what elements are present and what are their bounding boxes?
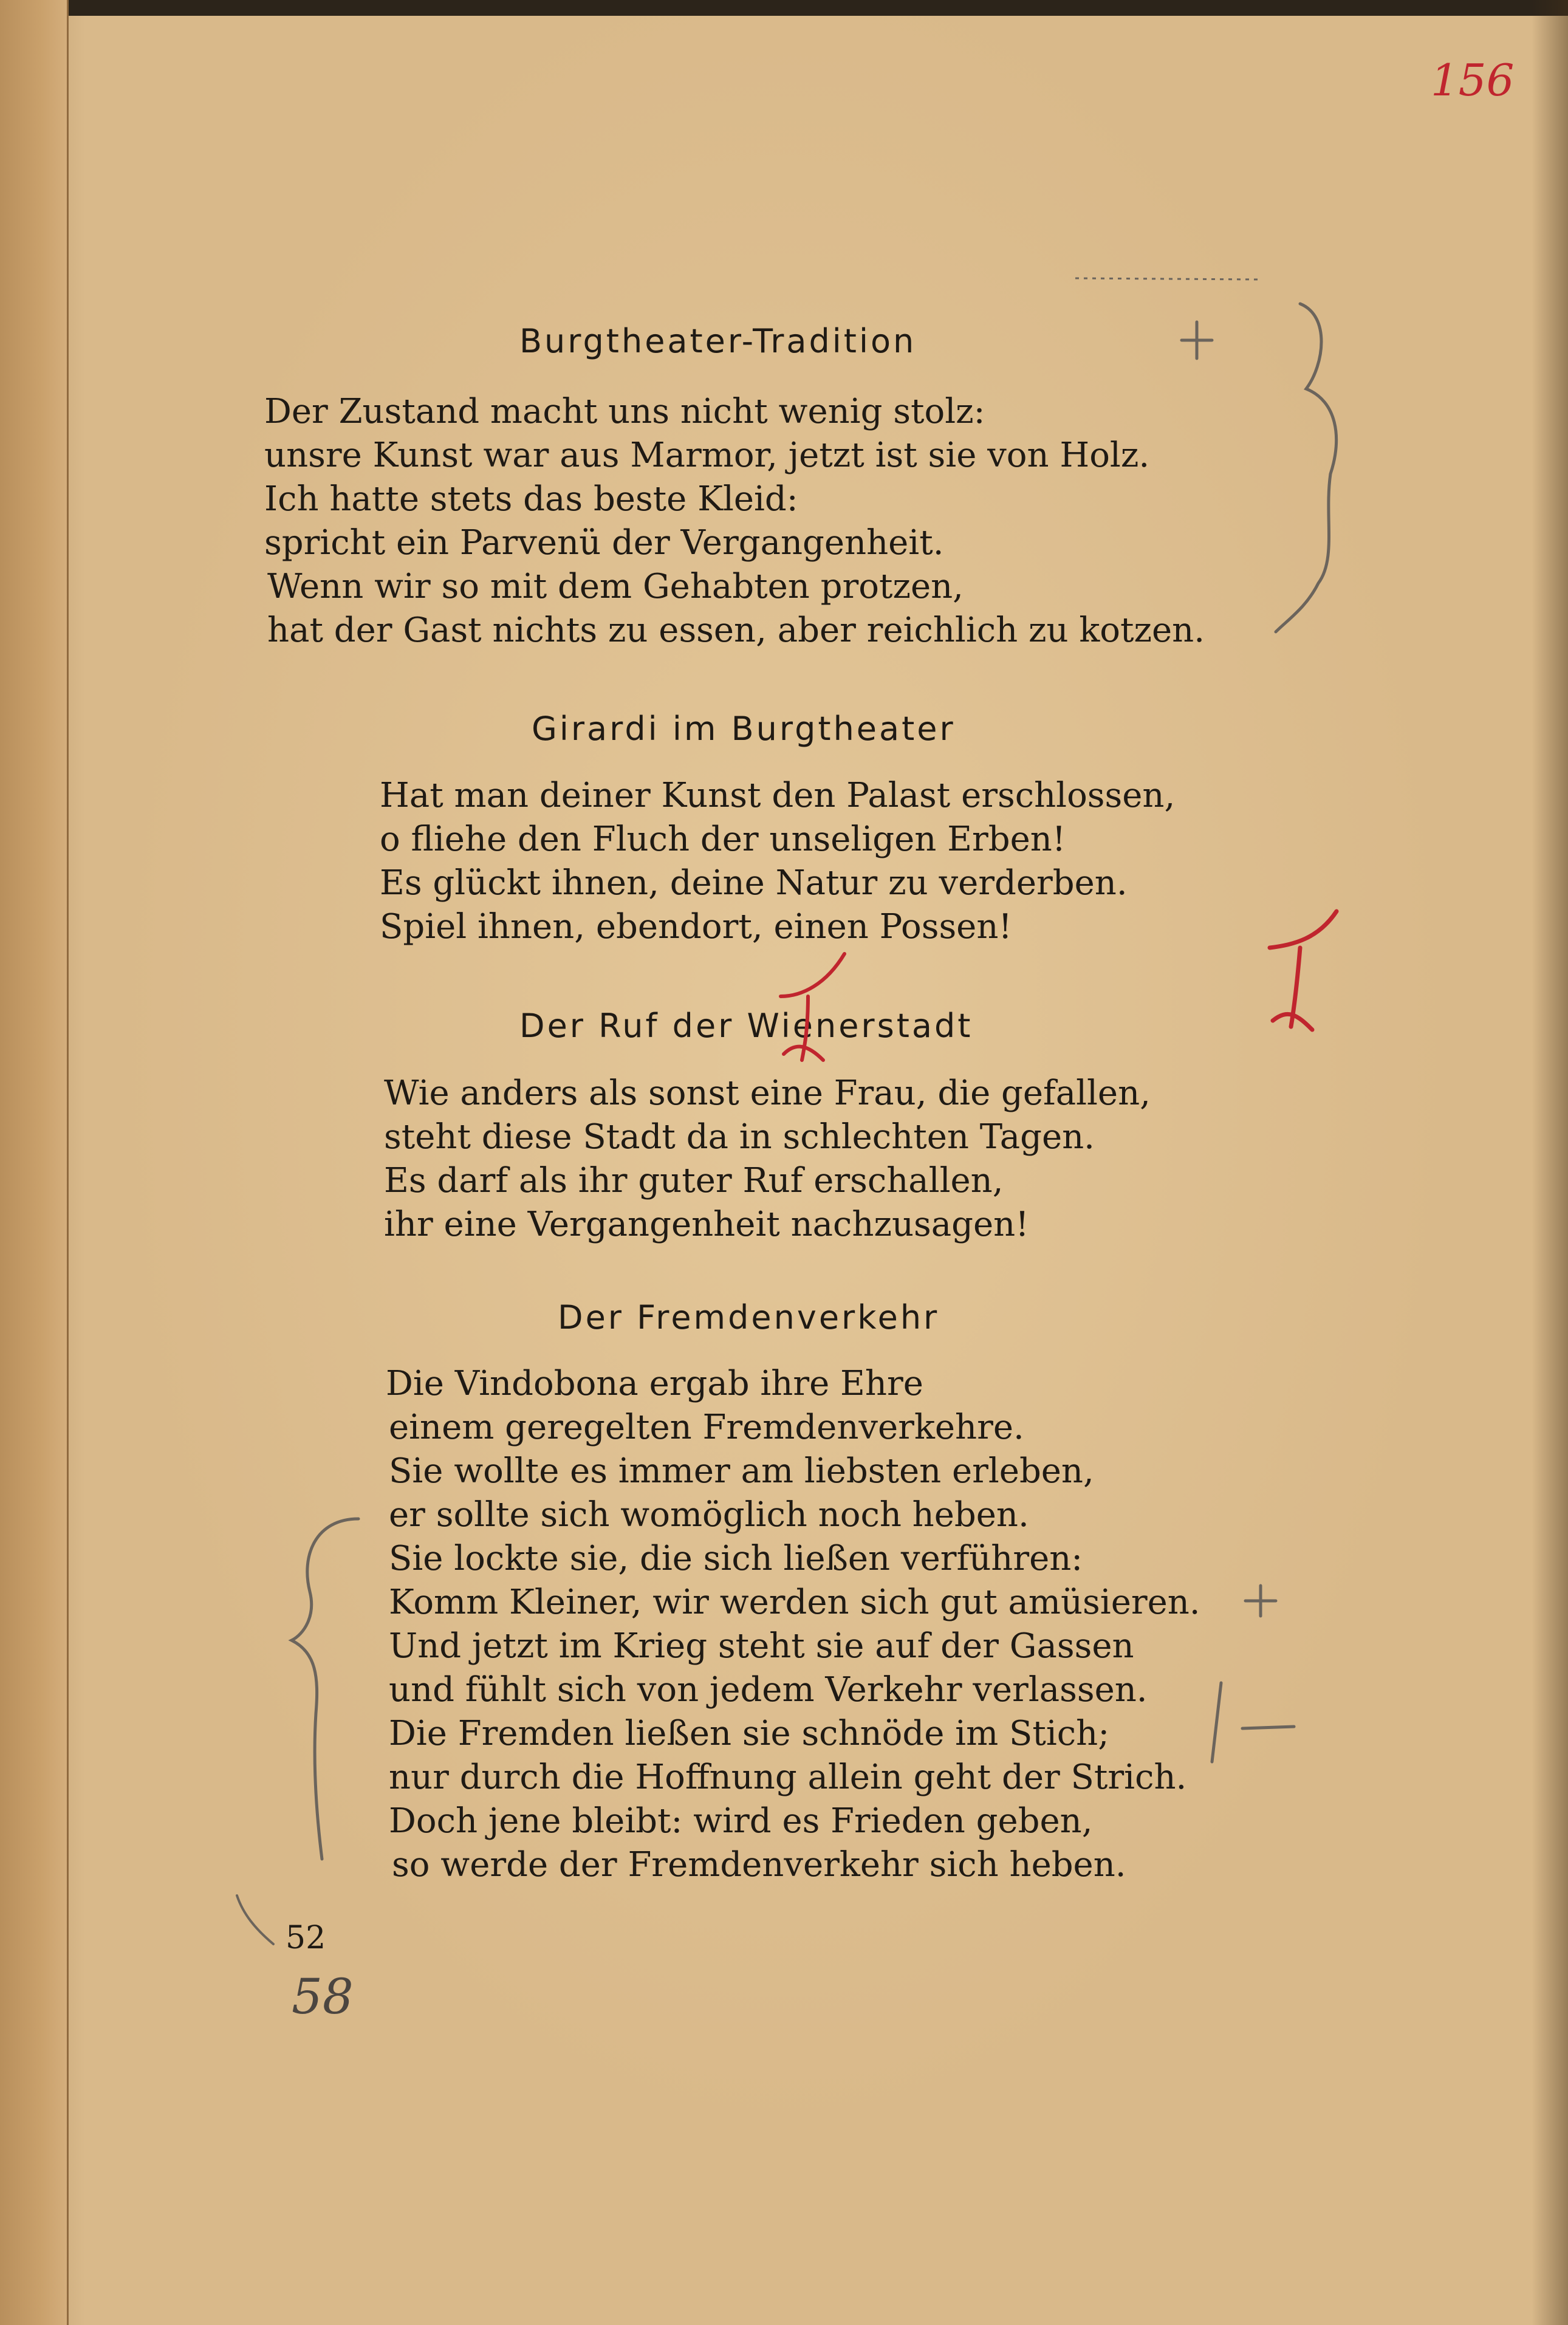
poem-line: Komm Kleiner, wir werden sich gut amüsieren. (389, 1583, 1200, 1622)
red-insertion-mark (1270, 911, 1337, 1030)
poem-line: Es glückt ihnen, deine Natur zu verderben. (380, 863, 1128, 903)
poem-line: Ich hatte stets das beste Kleid: (264, 479, 798, 519)
poem-line: Die Fremden ließen sie schnöde im Stich; (389, 1714, 1110, 1753)
poem-line: Sie lockte sie, die sich ließen verführen: (389, 1539, 1083, 1578)
poem-line: Es darf als ihr guter Ruf erschallen, (384, 1161, 1004, 1200)
page-number: 52 (286, 1920, 326, 1956)
poem-line: Doch jene bleibt: wird es Frieden geben, (389, 1801, 1093, 1841)
poem-title: Der Ruf der Wienerstadt (519, 1007, 973, 1045)
pencil-page-number: 58 (292, 1968, 354, 2025)
poem-line: Hat man deiner Kunst den Palast erschlossen, (380, 776, 1176, 815)
pencil-plus-mark (1245, 1586, 1276, 1616)
folio-number: 156 (1431, 55, 1515, 106)
pencil-brace (1276, 304, 1337, 632)
poem-line: und fühlt sich von jedem Verkehr verlassen. (389, 1670, 1148, 1710)
poem-title: Girardi im Burgtheater (532, 710, 956, 748)
pencil-tick (237, 1895, 273, 1944)
pencil-brace (292, 1519, 358, 1859)
poem-line: Und jetzt im Krieg steht sie auf der Gassen (389, 1626, 1134, 1666)
poem-line: ihr eine Vergangenheit nachzusagen! (384, 1205, 1029, 1244)
poem-line: hat der Gast nichts zu essen, aber reichlich zu kotzen. (267, 611, 1205, 650)
poem-line: steht diese Stadt da in schlechten Tagen. (384, 1117, 1095, 1157)
poem-line: Sie wollte es immer am liebsten erleben, (389, 1451, 1094, 1491)
poem-line: unsre Kunst war aus Marmor, jetzt ist sie von Holz. (264, 436, 1150, 475)
red-correction-mark (781, 954, 844, 1060)
pencil-plus-mark (1182, 322, 1212, 358)
poem-line: nur durch die Hoffnung allein geht der Strich. (389, 1758, 1187, 1797)
pencil-rule (1075, 278, 1258, 279)
poem-line: Der Zustand macht uns nicht wenig stolz: (264, 392, 985, 431)
poem-line: er sollte sich womöglich noch heben. (389, 1495, 1029, 1535)
poem-line: Die Vindobona ergab ihre Ehre (386, 1364, 923, 1403)
poem-line: Wie anders als sonst eine Frau, die gefallen, (384, 1073, 1151, 1113)
poem-line: Spiel ihnen, ebendort, einen Possen! (380, 907, 1012, 947)
poem-line: Wenn wir so mit dem Gehabten protzen, (267, 567, 964, 606)
pencil-bar-dash (1212, 1683, 1294, 1762)
poem-title: Burgtheater-Tradition (519, 322, 917, 360)
poem-line: o fliehe den Fluch der unseligen Erben! (380, 820, 1066, 859)
poem-line: so werde der Fremdenverkehr sich heben. (392, 1845, 1126, 1885)
poem-line: spricht ein Parvenü der Vergangenheit. (264, 523, 944, 563)
poem-title: Der Fremdenverkehr (558, 1298, 940, 1337)
poem-line: einem geregelten Fremdenverkehre. (389, 1408, 1024, 1447)
